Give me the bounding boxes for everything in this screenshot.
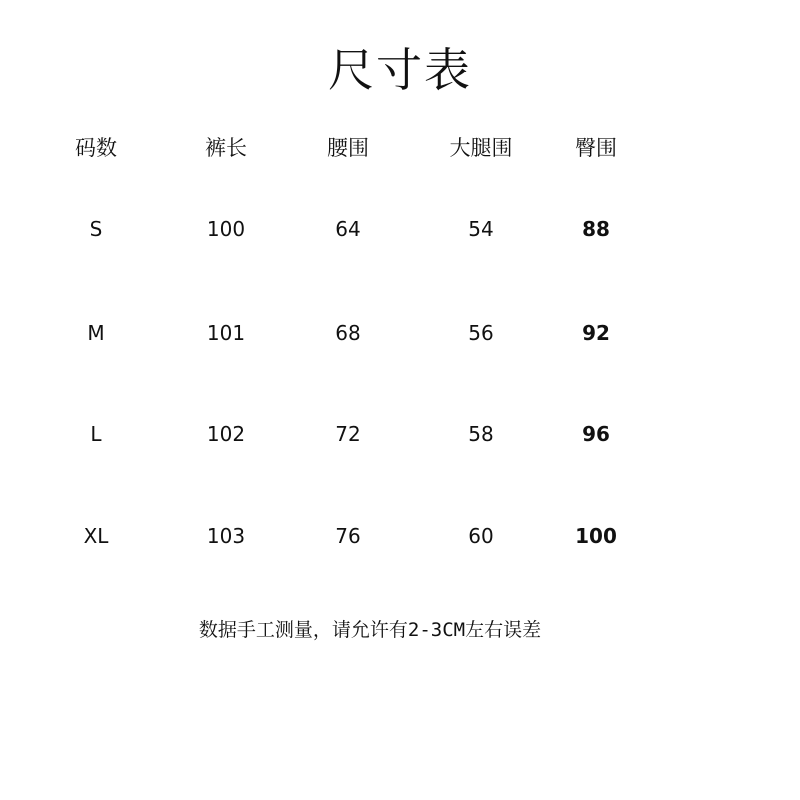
cell-hip: 96 xyxy=(582,422,610,446)
cell-thigh: 54 xyxy=(468,217,494,241)
header-length: 裤长 xyxy=(205,136,247,160)
cell-size: XL xyxy=(83,524,109,548)
cell-length: 103 xyxy=(206,524,246,548)
header-size: 码数 xyxy=(75,136,117,160)
header-waist: 腰围 xyxy=(327,136,369,160)
cell-thigh: 58 xyxy=(468,422,494,446)
cell-length: 101 xyxy=(206,321,246,345)
cell-thigh: 56 xyxy=(468,321,494,345)
cell-size: S xyxy=(89,217,103,241)
cell-length: 100 xyxy=(206,217,246,241)
cell-length: 102 xyxy=(206,422,246,446)
cell-hip: 88 xyxy=(582,217,610,241)
cell-waist: 68 xyxy=(335,321,361,345)
header-hip: 臀围 xyxy=(575,136,617,160)
cell-waist: 76 xyxy=(335,524,361,548)
cell-thigh: 60 xyxy=(468,524,494,548)
cell-hip: 100 xyxy=(575,524,617,548)
cell-waist: 64 xyxy=(335,217,361,241)
page-title: 尺寸表 xyxy=(328,43,472,97)
cell-size: M xyxy=(87,321,105,345)
cell-size: L xyxy=(90,422,102,446)
cell-hip: 92 xyxy=(582,321,610,345)
cell-waist: 72 xyxy=(335,422,361,446)
measurement-note: 数据手工测量，请允许有2-3CM左右误差 xyxy=(198,619,542,641)
header-thigh: 大腿围 xyxy=(449,136,513,160)
